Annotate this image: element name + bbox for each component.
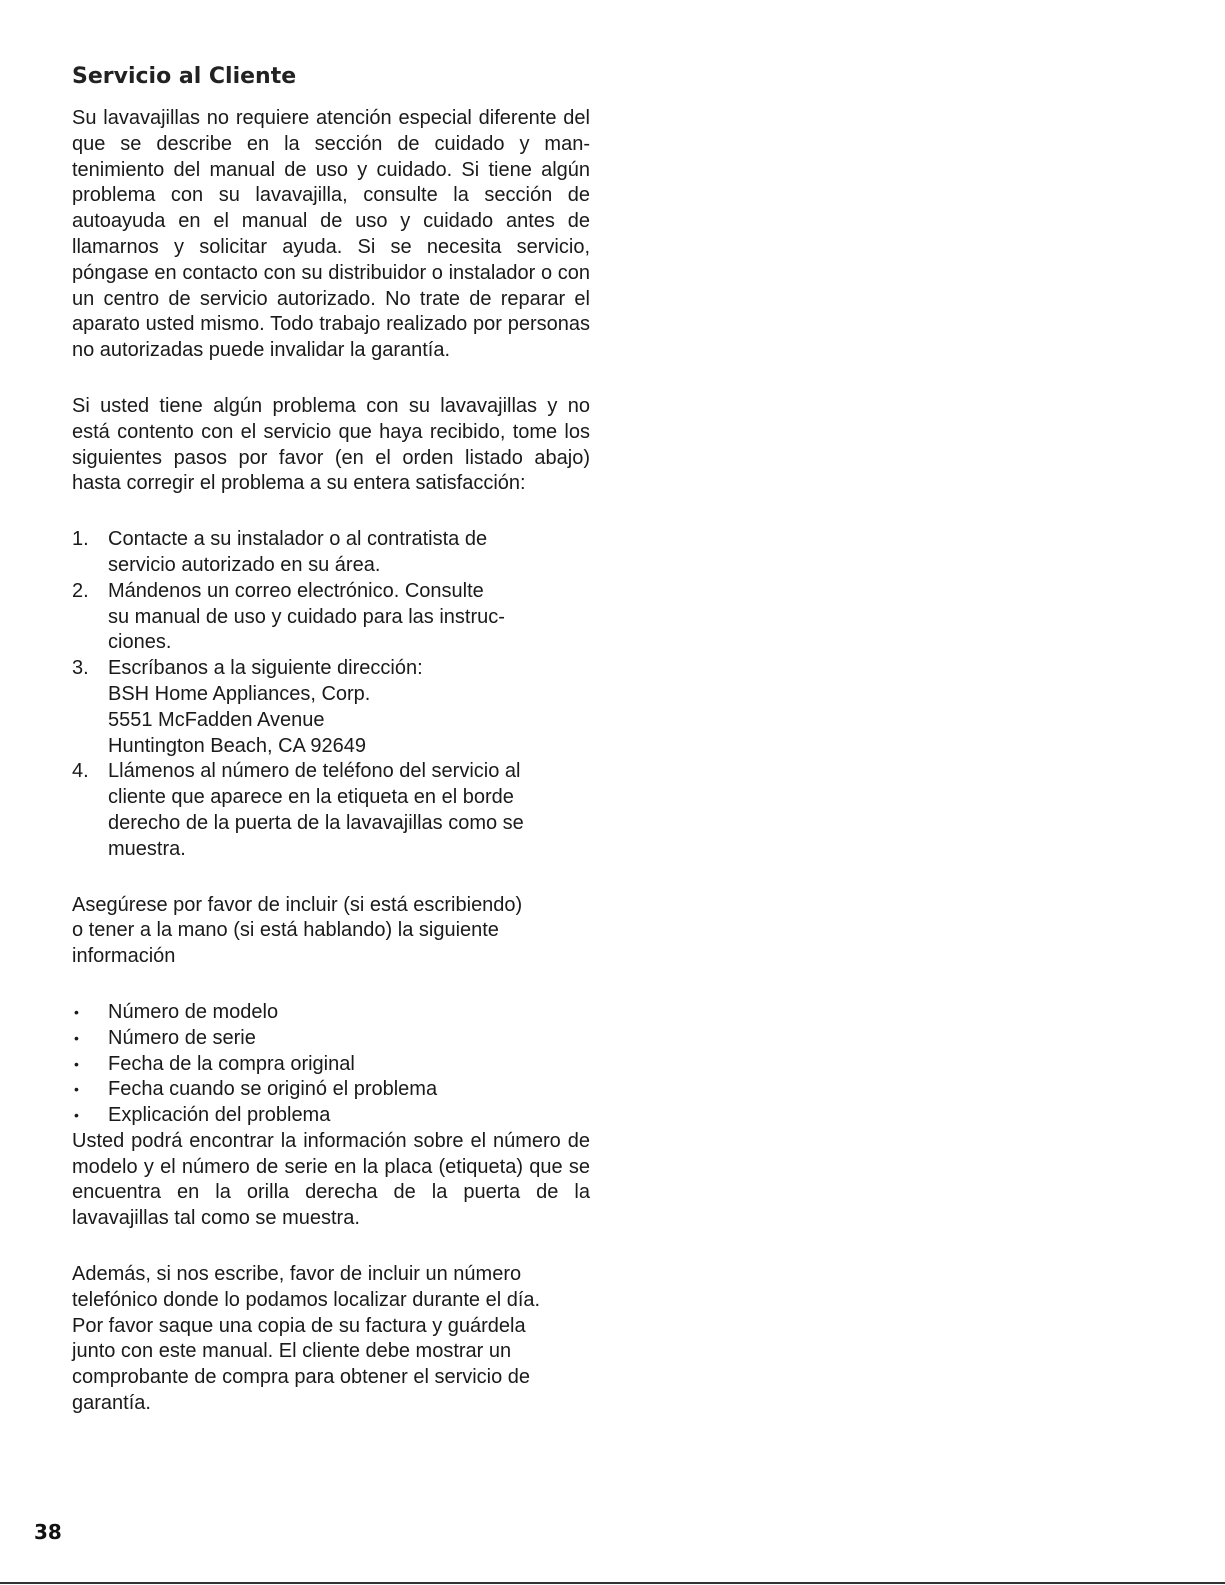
page-title: Servicio al Cliente [72, 64, 297, 89]
intro-paragraph: Su lavavajillas no requiere atención especial diferente del que se describe en la sección de cuidado y mantenimiento del manual de uso y cuidado. Si tiene algún problema con su lavavajilla, consulte la sección de autoayuda en el manual de uso y cuidado antes de llamarnos y solicitar ayuda. Si se necesita servicio, póngase en contacto con su distribuidor o instalador o con un centro de servicio autorizado. No trate de reparar el aparato usted mismo. Todo trabajo realizado por personas no autorizadas puede invalidar la garantía. [72, 107, 590, 362]
step-text: su manual de uso y cuidado para las instruc- [108, 605, 505, 628]
page-content [72, 62, 590, 1417]
step-text: Contacte a su instalador o al contratista de [108, 528, 488, 551]
text-line: Asegúrese por favor de incluir (si está escribiendo) [72, 893, 523, 916]
bottom-rule [0, 1582, 1225, 1584]
step-text: derecho de la puerta de la lavavajillas como se [108, 811, 524, 834]
list-item [72, 1103, 590, 1129]
step-text: Escríbanos a la siguiente dirección: [108, 657, 423, 680]
bullet-text: Fecha cuando se originó el problema [108, 1078, 438, 1101]
address-line: 5551 McFadden Avenue [108, 708, 325, 731]
model-serial-paragraph: Usted podrá encontrar la información sobre el número de modelo y el número de serie en la placa (etiqueta) que se encuentra en la orilla derecha de la puerta de la lavavajillas tal como se muestra. [72, 1129, 590, 1230]
text-line: garantía. [72, 1392, 151, 1415]
bullet-text: Número de serie [108, 1026, 256, 1049]
bullet-text: Explicación del problema [108, 1104, 331, 1127]
info-bullet-list [72, 1000, 590, 1129]
step-text: Mándenos un correo electrónico. Consulte [108, 579, 484, 602]
bullet-text: Número de modelo [108, 1000, 279, 1023]
bullet-text: Fecha de la compra original [108, 1052, 355, 1075]
bullet-icon: • [74, 1081, 79, 1098]
address-line: BSH Home Appliances, Corp. [108, 682, 371, 705]
text-line: telefónico donde lo podamos localizar durante el día. [72, 1288, 541, 1311]
step-text: muestra. [108, 837, 186, 860]
page-number: 38 [34, 1520, 62, 1544]
bullet-icon: • [74, 1107, 79, 1124]
text-line: información [72, 945, 176, 968]
list-item [72, 1000, 590, 1026]
list-item [72, 1077, 590, 1103]
text-line: Por favor saque una copia de su factura y guárdela [72, 1314, 526, 1337]
step-number: 4. [72, 760, 89, 783]
info-request-paragraph [72, 893, 590, 970]
text-line: junto con este manual. El cliente debe mostrar un [72, 1340, 512, 1363]
step-text: ciones. [108, 631, 172, 654]
bullet-icon: • [74, 1029, 79, 1046]
bullet-icon: • [74, 1003, 79, 1020]
text-line: o tener a la mano (si está hablando) la siguiente [72, 919, 499, 942]
list-item [72, 656, 590, 759]
step-number: 3. [72, 657, 89, 680]
steps-list [72, 527, 590, 862]
list-item [72, 759, 590, 862]
steps-intro-paragraph: Si usted tiene algún problema con su lavavajillas y no está contento con el servicio que haya recibido, tome los siguientes pasos por favor (en el orden listado abajo) hasta corregir el problema a su entera satisfacción: [72, 394, 590, 495]
closing-paragraph [72, 1262, 590, 1417]
list-item [72, 1026, 590, 1052]
text-line: comprobante de compra para obtener el servicio de [72, 1366, 531, 1389]
bullet-icon: • [74, 1055, 79, 1072]
list-item [72, 1052, 590, 1078]
step-text: Llámenos al número de teléfono del servicio al [108, 760, 521, 783]
step-number: 1. [72, 528, 89, 551]
list-item [72, 579, 590, 656]
step-text: servicio autorizado en su área. [108, 553, 381, 576]
step-number: 2. [72, 579, 89, 602]
address-line: Huntington Beach, CA 92649 [108, 734, 366, 757]
text-line: Además, si nos escribe, favor de incluir un número [72, 1263, 522, 1286]
list-item [72, 527, 590, 579]
step-text: cliente que aparece en la etiqueta en el borde [108, 786, 514, 809]
